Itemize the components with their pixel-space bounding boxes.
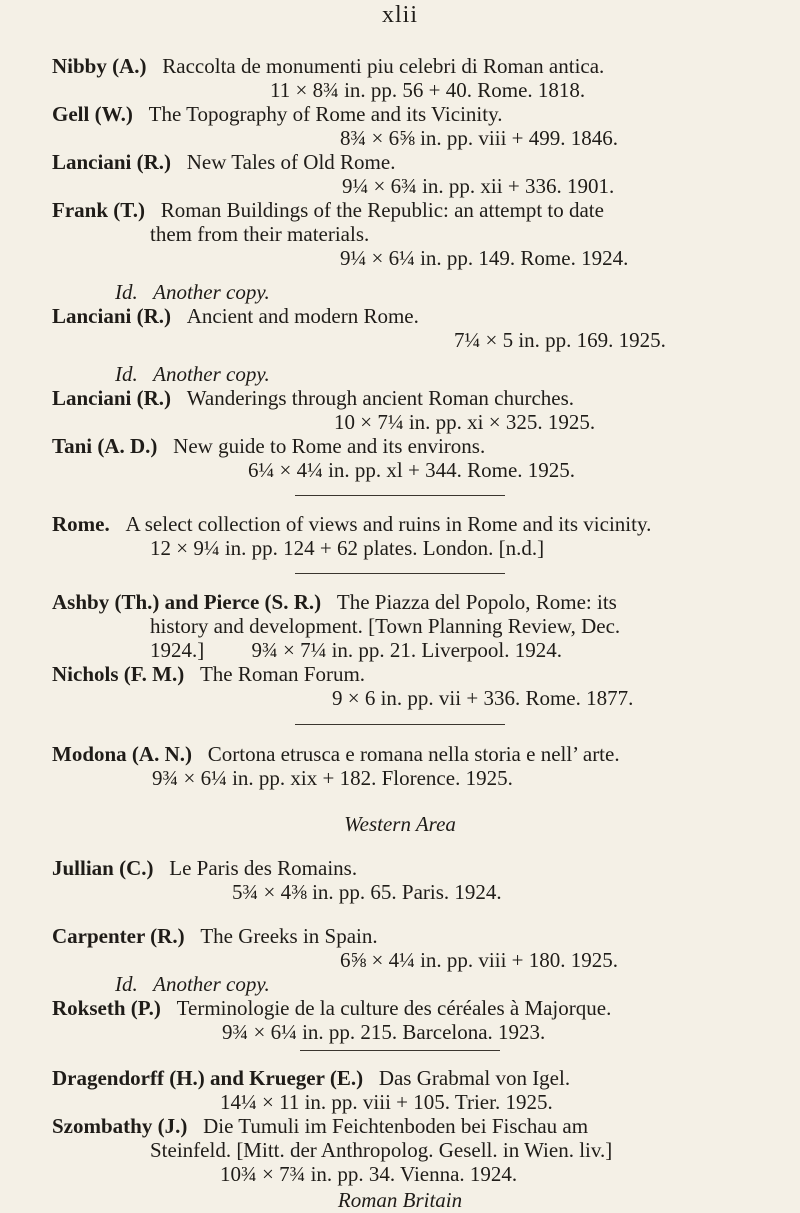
entry-author: Gell (W.) <box>52 102 133 126</box>
entry-ashby-pierce <box>52 590 620 662</box>
entry-title: Das Grabmal von Igel. <box>378 1066 571 1090</box>
entry-author: Frank (T.) <box>52 198 145 222</box>
entry-lanciani-tales <box>52 150 614 198</box>
entry-title: Wanderings through ancient Roman churches. <box>186 386 575 410</box>
entry-title-cont: history and development. [Town Planning Review, Dec. <box>150 614 621 638</box>
entry-lanciani-ancient <box>52 304 666 352</box>
entry-jullian <box>52 856 502 904</box>
entry-author: Lanciani (R.) <box>52 304 172 328</box>
entry-rokseth <box>52 996 611 1044</box>
entry-title: The Roman Forum. <box>199 662 366 686</box>
entry-author: Modona (A. N.) <box>52 742 192 766</box>
section-rule <box>295 495 505 496</box>
entry-note: Id. Another copy. <box>115 362 270 386</box>
entry-rome-views <box>52 512 651 560</box>
entry-details: 14¼ × 11 in. pp. viii + 105. Trier. 1925. <box>220 1090 553 1114</box>
entry-title: New guide to Rome and its environs. <box>173 434 486 458</box>
entry-author: Tani (A. D.) <box>52 434 158 458</box>
entry-title-cont: Steinfeld. [Mitt. der Anthropolog. Gesell. in Wien. liv.] <box>150 1138 613 1162</box>
entry-author: Rome. <box>52 512 110 536</box>
entry-title: Cortona etrusca e romana nella storia e nell’ arte. <box>207 742 620 766</box>
entry-title: New Tales of Old Rome. <box>186 150 396 174</box>
entry-title: Ancient and modern Rome. <box>186 304 419 328</box>
entry-author: Rokseth (P.) <box>52 996 161 1020</box>
entry-author: Jullian (C.) <box>52 856 154 880</box>
entry-author: Carpenter (R.) <box>52 924 185 948</box>
section-heading: Roman Britain <box>337 1188 463 1212</box>
entry-title: A select collection of views and ruins in Rome and its vicinity. <box>125 512 652 536</box>
entry-title: Raccolta de monumenti piu celebri di Roman antica. <box>162 54 605 78</box>
section-rule <box>295 724 505 725</box>
entry-author: Lanciani (R.) <box>52 150 172 174</box>
entry-details: 9¼ × 6¼ in. pp. 149. Rome. 1924. <box>340 246 629 270</box>
entry-author: Ashby (Th.) and Pierce (S. R.) <box>52 590 322 614</box>
entry-note: Id. Another copy. <box>115 972 270 996</box>
entry-frank <box>52 198 628 270</box>
entry-details: 7¼ × 5 in. pp. 169. 1925. <box>454 328 666 352</box>
entry-carpenter <box>52 924 618 972</box>
entry-modona <box>52 742 620 790</box>
entry-title: Roman Buildings of the Republic: an attempt to date <box>160 198 604 222</box>
section-heading: Western Area <box>344 812 456 836</box>
entry-tani <box>52 434 575 482</box>
entry-details: 9¼ × 6¾ in. pp. xii + 336. 1901. <box>342 174 615 198</box>
entry-title: The Greeks in Spain. <box>200 924 378 948</box>
entry-details: 10 × 7¼ in. pp. xi × 325. 1925. <box>334 410 596 434</box>
section-rule <box>295 573 505 574</box>
entry-details: 9¾ × 6¼ in. pp. xix + 182. Florence. 1925. <box>152 766 513 790</box>
entry-details: 10¾ × 7¾ in. pp. 34. Vienna. 1924. <box>220 1162 518 1186</box>
entry-title: Die Tumuli im Feichtenboden bei Fischau am <box>203 1114 589 1138</box>
entry-author: Dragendorff (H.) and Krueger (E.) <box>52 1066 364 1090</box>
entry-details: 12 × 9¼ in. pp. 124 + 62 plates. London. [n.d.] <box>150 536 545 560</box>
entry-author: Szombathy (J.) <box>52 1114 188 1138</box>
entry-details: 9¾ × 7¼ in. pp. 21. Liverpool. 1924. <box>251 638 562 662</box>
entry-nibby <box>52 54 604 102</box>
entry-title-cont: them from their materials. <box>150 222 370 246</box>
entry-title: Le Paris des Romains. <box>169 856 358 880</box>
entry-details: 9¾ × 6¼ in. pp. 215. Barcelona. 1923. <box>222 1020 546 1044</box>
entry-author: Nibby (A.) <box>52 54 147 78</box>
entry-details: 9 × 6 in. pp. vii + 336. Rome. 1877. <box>332 686 634 710</box>
section-rule <box>300 1050 500 1051</box>
entry-dragendorff-krueger <box>52 1066 570 1114</box>
entry-title-cont: 1924.] <box>150 638 205 662</box>
entry-author: Nichols (F. M.) <box>52 662 185 686</box>
entry-details: 6⅝ × 4¼ in. pp. viii + 180. 1925. <box>340 948 619 972</box>
entry-title: The Topography of Rome and its Vicinity. <box>148 102 503 126</box>
entry-gell <box>52 102 618 150</box>
entry-title: The Piazza del Popolo, Rome: its <box>336 590 617 614</box>
entry-details: 5¾ × 4⅜ in. pp. 65. Paris. 1924. <box>232 880 502 904</box>
entry-note: Id. Another copy. <box>115 280 270 304</box>
entry-lanciani-wanderings <box>52 386 595 434</box>
entry-szombathy <box>52 1114 612 1186</box>
entry-nichols <box>52 662 633 710</box>
entry-author: Lanciani (R.) <box>52 386 172 410</box>
entry-details: 8¾ × 6⅝ in. pp. viii + 499. 1846. <box>340 126 619 150</box>
page-folio: xlii <box>381 2 418 28</box>
entry-details: 6¼ × 4¼ in. pp. xl + 344. Rome. 1925. <box>248 458 576 482</box>
entry-details: 11 × 8¾ in. pp. 56 + 40. Rome. 1818. <box>270 78 586 102</box>
entry-title: Terminologie de la culture des céréales à Majorque. <box>176 996 612 1020</box>
